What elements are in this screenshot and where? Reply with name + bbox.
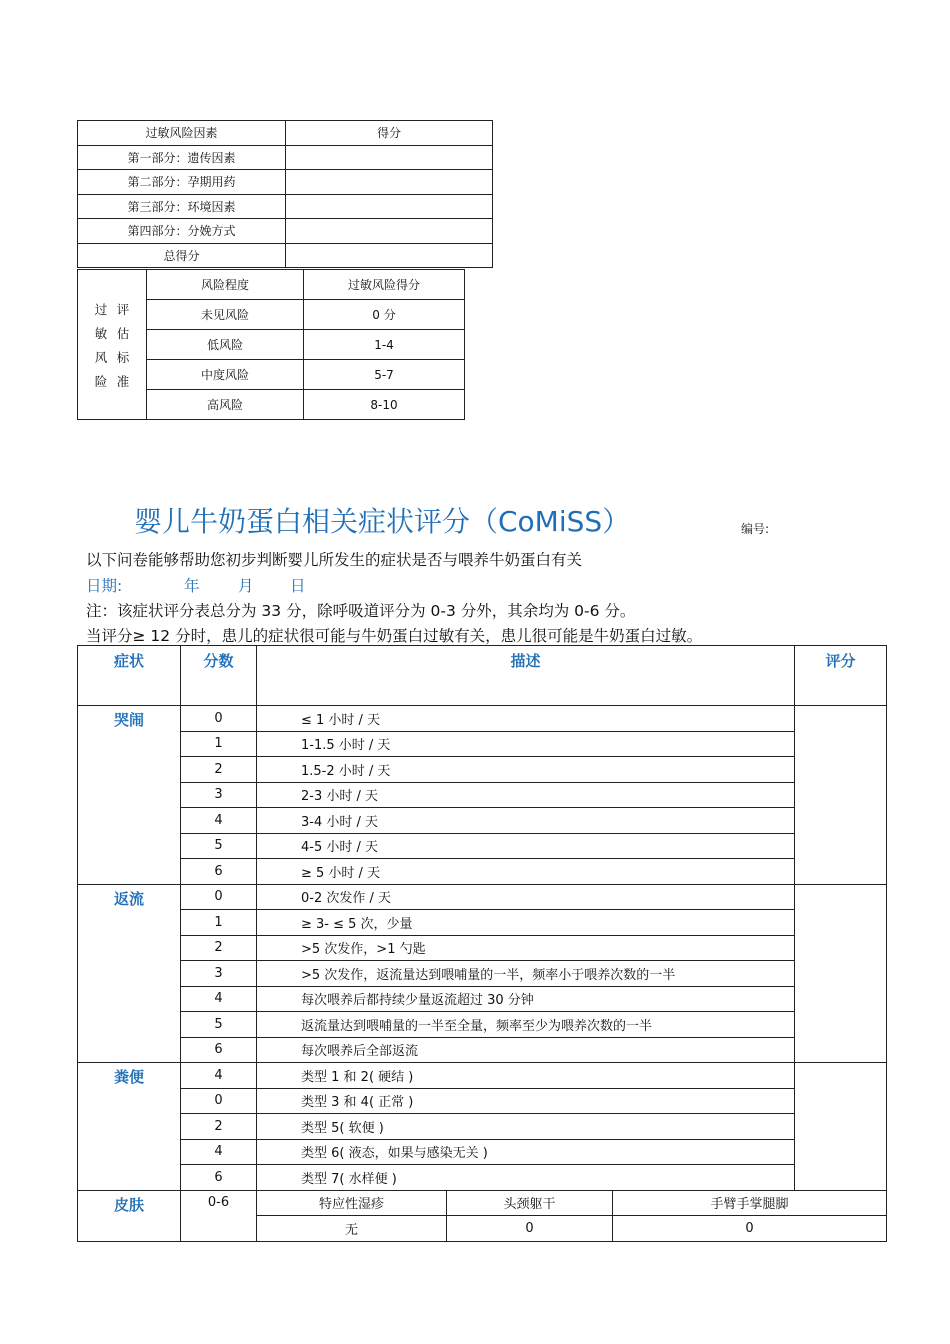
score-value: 6 [181,1037,257,1063]
description: 每次喂养后都持续少量返流超过 30 分钟 [257,986,795,1012]
score-cell[interactable] [286,219,493,244]
table-row [78,706,887,732]
score-value: 2 [181,935,257,961]
side-char: 估 [116,325,130,341]
header-cell: 风险程度 [147,270,304,300]
side-char: 险 [94,373,108,389]
side-char: 评 [116,301,130,317]
table-row [78,731,887,757]
table-row [78,986,887,1012]
risk-criteria-table [77,269,465,420]
table-row [78,145,493,170]
score-value: 0 [181,884,257,910]
header-symptom: 症状 [78,646,181,706]
month-label: 月 [238,577,254,595]
table-row [78,961,887,987]
description: 每次喂养后全部返流 [257,1037,795,1063]
skin-subvalue: 无 [344,1222,358,1238]
description: ≥ 3- ≤ 5 次，少量 [257,910,795,936]
number-label: 编号: [741,522,770,536]
score-value: 5 [181,833,257,859]
header-score: 分数 [181,646,257,706]
date-label: 日期: [86,577,123,595]
skin-subheader: 特应性湿疹 [257,1191,447,1216]
intro-text: 以下问卷能够帮助您初步判断婴儿所发生的症状是否与喂养牛奶蛋白有关 [86,551,583,569]
score-value: 6 [181,859,257,885]
total-score-cell[interactable] [286,243,493,268]
risk-score-range: 8-10 [304,390,465,420]
score-value: 3 [181,782,257,808]
header-description: 描述 [257,646,795,706]
description: 类型 7( 水样便 ) [257,1165,795,1191]
table-header-row [78,646,887,706]
description: 2-3 小时 / 天 [257,782,795,808]
description: 1.5-2 小时 / 天 [257,757,795,783]
table-row [78,1012,887,1038]
risk-level: 高风险 [147,390,304,420]
table-row [78,1190,887,1241]
table-row [78,859,887,885]
score-cell[interactable] [286,194,493,219]
symptom-crying: 哭闹 [78,706,181,885]
day-label: 日 [290,577,306,595]
skin-subheader: 头颈躯干 [447,1191,613,1216]
table-row [78,243,493,268]
page-title: 婴儿牛奶蛋白相关症状评分（CoMiSS） [134,505,631,538]
header-cell: 得分 [286,121,493,146]
description: 类型 6( 液态，如果与感染无关 ) [257,1139,795,1165]
stool-rating-cell[interactable] [795,1063,887,1191]
risk-level: 低风险 [147,330,304,360]
symptom-stool: 粪便 [78,1063,181,1191]
description: 1-1.5 小时 / 天 [257,731,795,757]
risk-level: 中度风险 [147,360,304,390]
comiss-score-table [77,645,887,1242]
risk-score-range: 1-4 [304,330,465,360]
symptom-skin: 皮肤 [78,1190,181,1241]
table-row [257,1191,886,1216]
score-cell[interactable] [286,170,493,195]
table-row [78,219,493,244]
description: >5 次发作，>1 勺匙 [257,935,795,961]
risk-factor-label: 第一部分：遗传因素 [78,145,286,170]
date-line [86,574,306,596]
skin-subvalue: 0 [447,1216,613,1241]
table-row [78,270,465,300]
score-value: 2 [181,757,257,783]
score-value: 1 [181,910,257,936]
description: 返流量达到喂哺量的一半至全量，频率至少为喂养次数的一半 [257,1012,795,1038]
symptom-reflux: 返流 [78,884,181,1063]
total-score-label: 总得分 [78,243,286,268]
reflux-rating-cell[interactable] [795,884,887,1063]
score-cell[interactable] [286,145,493,170]
score-value: 4 [181,1063,257,1089]
skin-subtable-cell [257,1190,887,1241]
score-value: 2 [181,1114,257,1140]
crying-rating-cell[interactable] [795,706,887,885]
skin-subvalue: 0 [613,1216,887,1241]
description: 类型 5( 软便 ) [257,1114,795,1140]
description: 3-4 小时 / 天 [257,808,795,834]
description: 类型 3 和 4( 正常 ) [257,1088,795,1114]
table-row [257,1216,886,1241]
note-total-score: 注：该症状评分表总分为 33 分，除呼吸道评分为 0-3 分外，其余均为 0-6 分。 [86,602,636,620]
description: ≤ 1 小时 / 天 [257,706,795,732]
table-row [78,833,887,859]
table-row [78,757,887,783]
table-row [78,170,493,195]
table-row [78,935,887,961]
table-row [78,1037,887,1063]
side-char: 准 [116,373,130,389]
risk-factor-label: 第三部分：环境因素 [78,194,286,219]
skin-subheader: 手臂手掌腿脚 [613,1191,887,1216]
risk-score-range: 5-7 [304,360,465,390]
side-char: 标 [116,349,130,365]
description: 类型 1 和 2( 硬结 ) [257,1063,795,1089]
table-row [78,782,887,808]
score-value: 4 [181,986,257,1012]
table-row [78,1139,887,1165]
score-value: 0 [181,706,257,732]
header-cell: 过敏风险因素 [78,121,286,146]
table-row [78,1063,887,1089]
header-rating: 评分 [795,646,887,706]
risk-level: 未见风险 [147,300,304,330]
year-label: 年 [184,577,200,595]
score-value: 3 [181,961,257,987]
risk-score-range: 0 分 [304,300,465,330]
table-row [78,1114,887,1140]
score-value: 4 [181,1139,257,1165]
header-cell: 过敏风险得分 [304,270,465,300]
risk-factor-table [77,120,493,268]
table-row [78,121,493,146]
score-value: 0 [181,1088,257,1114]
table-row [78,1165,887,1191]
description: 4-5 小时 / 天 [257,833,795,859]
table-row [78,808,887,834]
table-row [78,910,887,936]
note-threshold: 当评分≥ 12 分时，患儿的症状很可能与牛奶蛋白过敏有关，患儿很可能是牛奶蛋白过敏。 [86,627,703,645]
description: 0-2 次发作 / 天 [257,884,795,910]
risk-factor-label: 第四部分：分娩方式 [78,219,286,244]
side-char: 风 [94,349,108,365]
description: >5 次发作，返流量达到喂哺量的一半，频率小于喂养次数的一半 [257,961,795,987]
skin-subtable [257,1191,886,1241]
risk-factor-label: 第二部分：孕期用药 [78,170,286,195]
table-row [78,884,887,910]
score-value: 0-6 [181,1190,257,1241]
score-value: 4 [181,808,257,834]
side-char: 过 [94,301,108,317]
score-value: 5 [181,1012,257,1038]
table-row [78,1088,887,1114]
criteria-side-label [78,270,147,420]
table-row [78,194,493,219]
side-char: 敏 [94,325,108,341]
score-value: 1 [181,731,257,757]
score-value: 6 [181,1165,257,1191]
description: ≥ 5 小时 / 天 [257,859,795,885]
